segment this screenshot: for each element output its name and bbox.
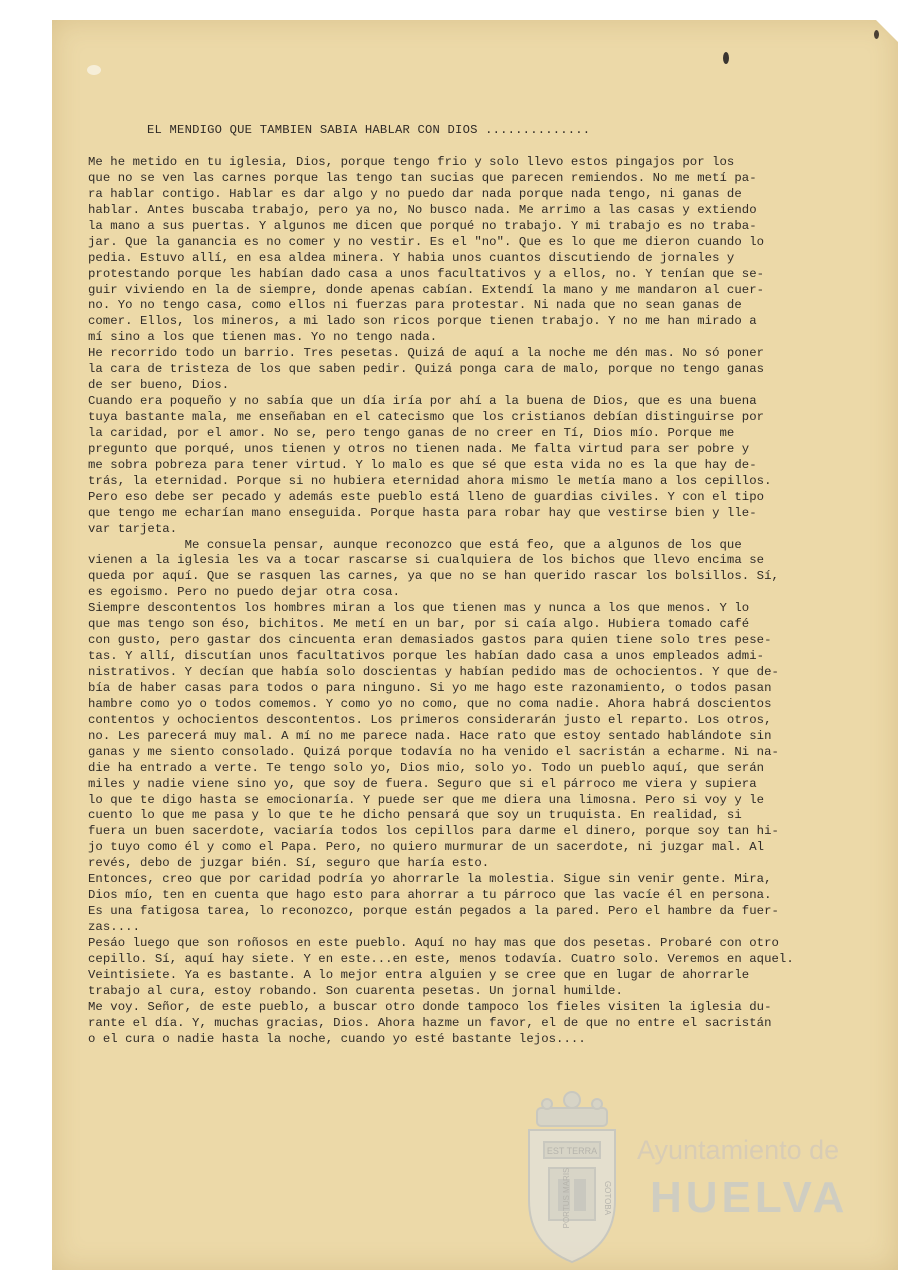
text-line: Veintisiete. Ya es bastante. A lo mejor entra alguien y se cree que en lugar de ahorrarle (88, 967, 750, 982)
text-line: Pero eso debe ser pecado y además este pueblo está lleno de guardias civiles. Y con el tipo (88, 489, 765, 504)
text-line: no. Yo no tengo casa, como ellos ni fuerzas para protestar. Ni nada que no sean ganas de (88, 298, 742, 313)
text-line: Siempre descontentos los hombres miran a los que tienen mas y nunca a los que menos. Y lo (88, 601, 750, 616)
text-line: jo tuyo como él y como el Papa. Pero, no quiero murmurar de un sacerdote, ni juzgar mal. Al (88, 840, 765, 855)
text-line: no. Les parecerá muy mal. A mí no me parece nada. Hace rato que estoy sentado hablándote sin (88, 728, 772, 743)
text-line: revés, debo de juzgar bién. Sí, seguro que haría esto. (88, 856, 490, 871)
text-line: miles y nadie viene sino yo, que soy de fuera. Seguro que si el párroco me viera y supiera (88, 776, 757, 791)
paper-sheet (52, 20, 898, 1270)
text-line: Me voy. Señor, de este pueblo, a buscar otro donde tampoco los fieles visiten la iglesia du- (88, 999, 772, 1014)
folded-corner (876, 20, 898, 42)
text-line: tas. Y allí, discutían unos facultativos porque les habían dado casa a unos empleados admi- (88, 649, 765, 664)
text-line: bía de haber casas para todos o para ninguno. Si yo me hago este razonamiento, o todos pasan (88, 680, 772, 695)
text-line: comer. Ellos, los mineros, a mi lado son ricos porque tienen trabajo. Y no me han mirado a (88, 314, 757, 329)
document-body (88, 155, 888, 1048)
text-line: es egoismo. Pero no puedo dejar otra cosa. (88, 585, 401, 600)
text-line: protestando porque les habían dado casa a unos facultativos y a ellos, no. Y tenían que se- (88, 266, 765, 281)
text-line: hablar. Antes buscaba trabajo, pero ya no, No busco nada. Me arrimo a las casas y extiendo (88, 202, 757, 217)
text-line: Me consuela pensar, aunque reconozco que está feo, que a algunos de los que (88, 537, 742, 552)
text-line: jar. Que la ganancia es no comer y no vestir. Es el "no". Que es lo que me dieron cuando lo (88, 234, 765, 249)
text-line: la cara de tristeza de los que saben pedir. Quizá ponga cara de malo, porque no tengo ganas (88, 362, 765, 377)
text-line: queda por aquí. Que se rasquen las carnes, ya que no se han querido rascar los bolsillos. Sí, (88, 569, 779, 584)
text-line: que no se ven las carnes porque las tengo tan sucias que parecen remiendos. No me metí pa- (88, 170, 757, 185)
text-line: trás, la eternidad. Porque si no hubiera eternidad ahora mismo le metía mano a los cepillos. (88, 473, 772, 488)
text-line: nistrativos. Y decían que había solo doscientas y habían pedido mas de ochocientos. Y que de- (88, 665, 779, 679)
text-line: Es una fatigosa tarea, lo reconozco, porque están pegados a la pared. Pero el hambre da fuer- (88, 904, 779, 919)
text-line: He recorrido todo un barrio. Tres pesetas. Quizá de aquí a la noche me dén mas. No só poner (88, 346, 765, 361)
text-line: ganas y me siento consolado. Quizá porque todavía no ha venido el sacristán a echarme. Ni na- (88, 744, 779, 759)
stain-mark (87, 65, 101, 75)
document-title: EL MENDIGO QUE TAMBIEN SABIA HABLAR CON DIOS .............. (147, 123, 591, 137)
text-line: me sobra pobreza para tener virtud. Y lo malo es que sé que esta vida no es la que hay de- (88, 457, 757, 472)
text-line: que tengo me echarían mano enseguida. Porque hasta para robar hay que vestirse bien y lle- (88, 505, 757, 520)
text-line: Dios mío, ten en cuenta que hago esto para ahorrar a tu párroco que las vacíe él en persona. (88, 888, 772, 903)
shield-left-text: PORTUS MARIS (562, 1167, 571, 1229)
text-line: die ha entrado a verte. Te tengo solo yo, Dios mio, solo yo. Todo un pueblo aquí, que serán (88, 760, 765, 775)
text-line: ra hablar contigo. Hablar es dar algo y no puedo dar nada porque nada tengo, ni ganas de (88, 186, 742, 201)
text-line: fuera un buen sacerdote, vaciaría todos los cepillos para darme el dinero, porque soy tan hi- (88, 824, 779, 839)
text-line: la mano a sus puertas. Y algunos me dicen que porqué no trabajo. Y mi trabajo es no traba- (88, 218, 757, 233)
text-line: Pesáo luego que son roñosos en este pueblo. Aquí no hay mas que dos pesetas. Probaré con otro (88, 935, 779, 950)
text-line: lo que te digo hasta se emocionaría. Y puede ser que me diera una limosna. Pero si voy y le (88, 792, 765, 807)
watermark-logo (507, 1080, 898, 1270)
text-line: Me he metido en tu iglesia, Dios, porque tengo frio y solo llevo estos pingajos por los (88, 155, 735, 169)
text-line: hambre como yo o todos comemos. Y como yo no como, que no coma nadie. Ahora habrá doscientos (88, 696, 772, 711)
watermark-line1: Ayuntamiento de (637, 1135, 840, 1165)
text-line: Cuando era poqueño y no sabía que un día iría por ahí a la buena de Dios, que es una buena (88, 394, 757, 409)
text-line: guir viviendo en la de siempre, donde apenas cabían. Extendí la mano y me mandaron al cuer- (88, 282, 765, 297)
ink-blot (874, 30, 879, 39)
text-line: pedia. Estuvo allí, en esa aldea minera. Y habia unos cuantos discutiendo de jornales y (88, 250, 735, 265)
text-line: pregunto que porqué, unos tienen y otros no tienen nada. Me falta virtud para ser pobre y (88, 441, 750, 456)
shield-right-text: GOTOBA (603, 1180, 612, 1216)
text-line: la caridad, por el amor. No se, pero tengo ganas de no creer en Tí, Dios mío. Porque me (88, 425, 735, 440)
text-line: zas.... (88, 920, 141, 934)
watermark-line2: HUELVA (650, 1173, 849, 1222)
text-line: de ser bueno, Dios. (88, 378, 230, 393)
text-line: o el cura o nadie hasta la noche, cuando yo esté bastante lejos.... (88, 1031, 586, 1046)
text-line: vienen a la iglesia les va a tocar rascarse si cualquiera de los bichos que llevo encima se (88, 553, 765, 568)
ink-blot (723, 52, 729, 64)
text-line: contentos y ochocientos descontentos. Los primeros considerarán justo el reparto. Los otros, (88, 712, 772, 727)
text-line: cepillo. Sí, aquí hay siete. Y en este...en este, menos todavía. Cuatro solo. Veremos en aquel. (88, 951, 794, 966)
coat-of-arms-icon (507, 1080, 637, 1270)
text-line: con gusto, pero gastar dos cincuenta eran demasiados gastos para quien tiene solo tres pese- (88, 633, 772, 648)
text-line: trabajo al cura, estoy robando. Son cuarenta pesetas. Un jornal humilde. (88, 983, 623, 998)
text-line: que mas tengo son éso, bichitos. Me metí en un bar, por si caía algo. Hubiera tomado café (88, 617, 750, 632)
text-line: rante el día. Y, muchas gracias, Dios. Ahora hazme un favor, el de que no entre el sacristán (88, 1015, 772, 1030)
text-line: var tarjeta. (88, 521, 178, 536)
text-line: mí sino a los que tienen mas. Yo no tengo nada. (88, 330, 438, 345)
text-line: Entonces, creo que por caridad podría yo ahorrarle la molestia. Sigue sin venir gente. Mira, (88, 872, 772, 887)
text-line: tuya bastante mala, me enseñaban en el catecismo que los cristianos debían distinguirse por (88, 410, 765, 424)
shield-motto: EST TERRA (546, 1146, 598, 1156)
text-line: cuento lo que me pasa y lo que te he dicho pensará que soy un truquista. En realidad, si (88, 808, 742, 823)
